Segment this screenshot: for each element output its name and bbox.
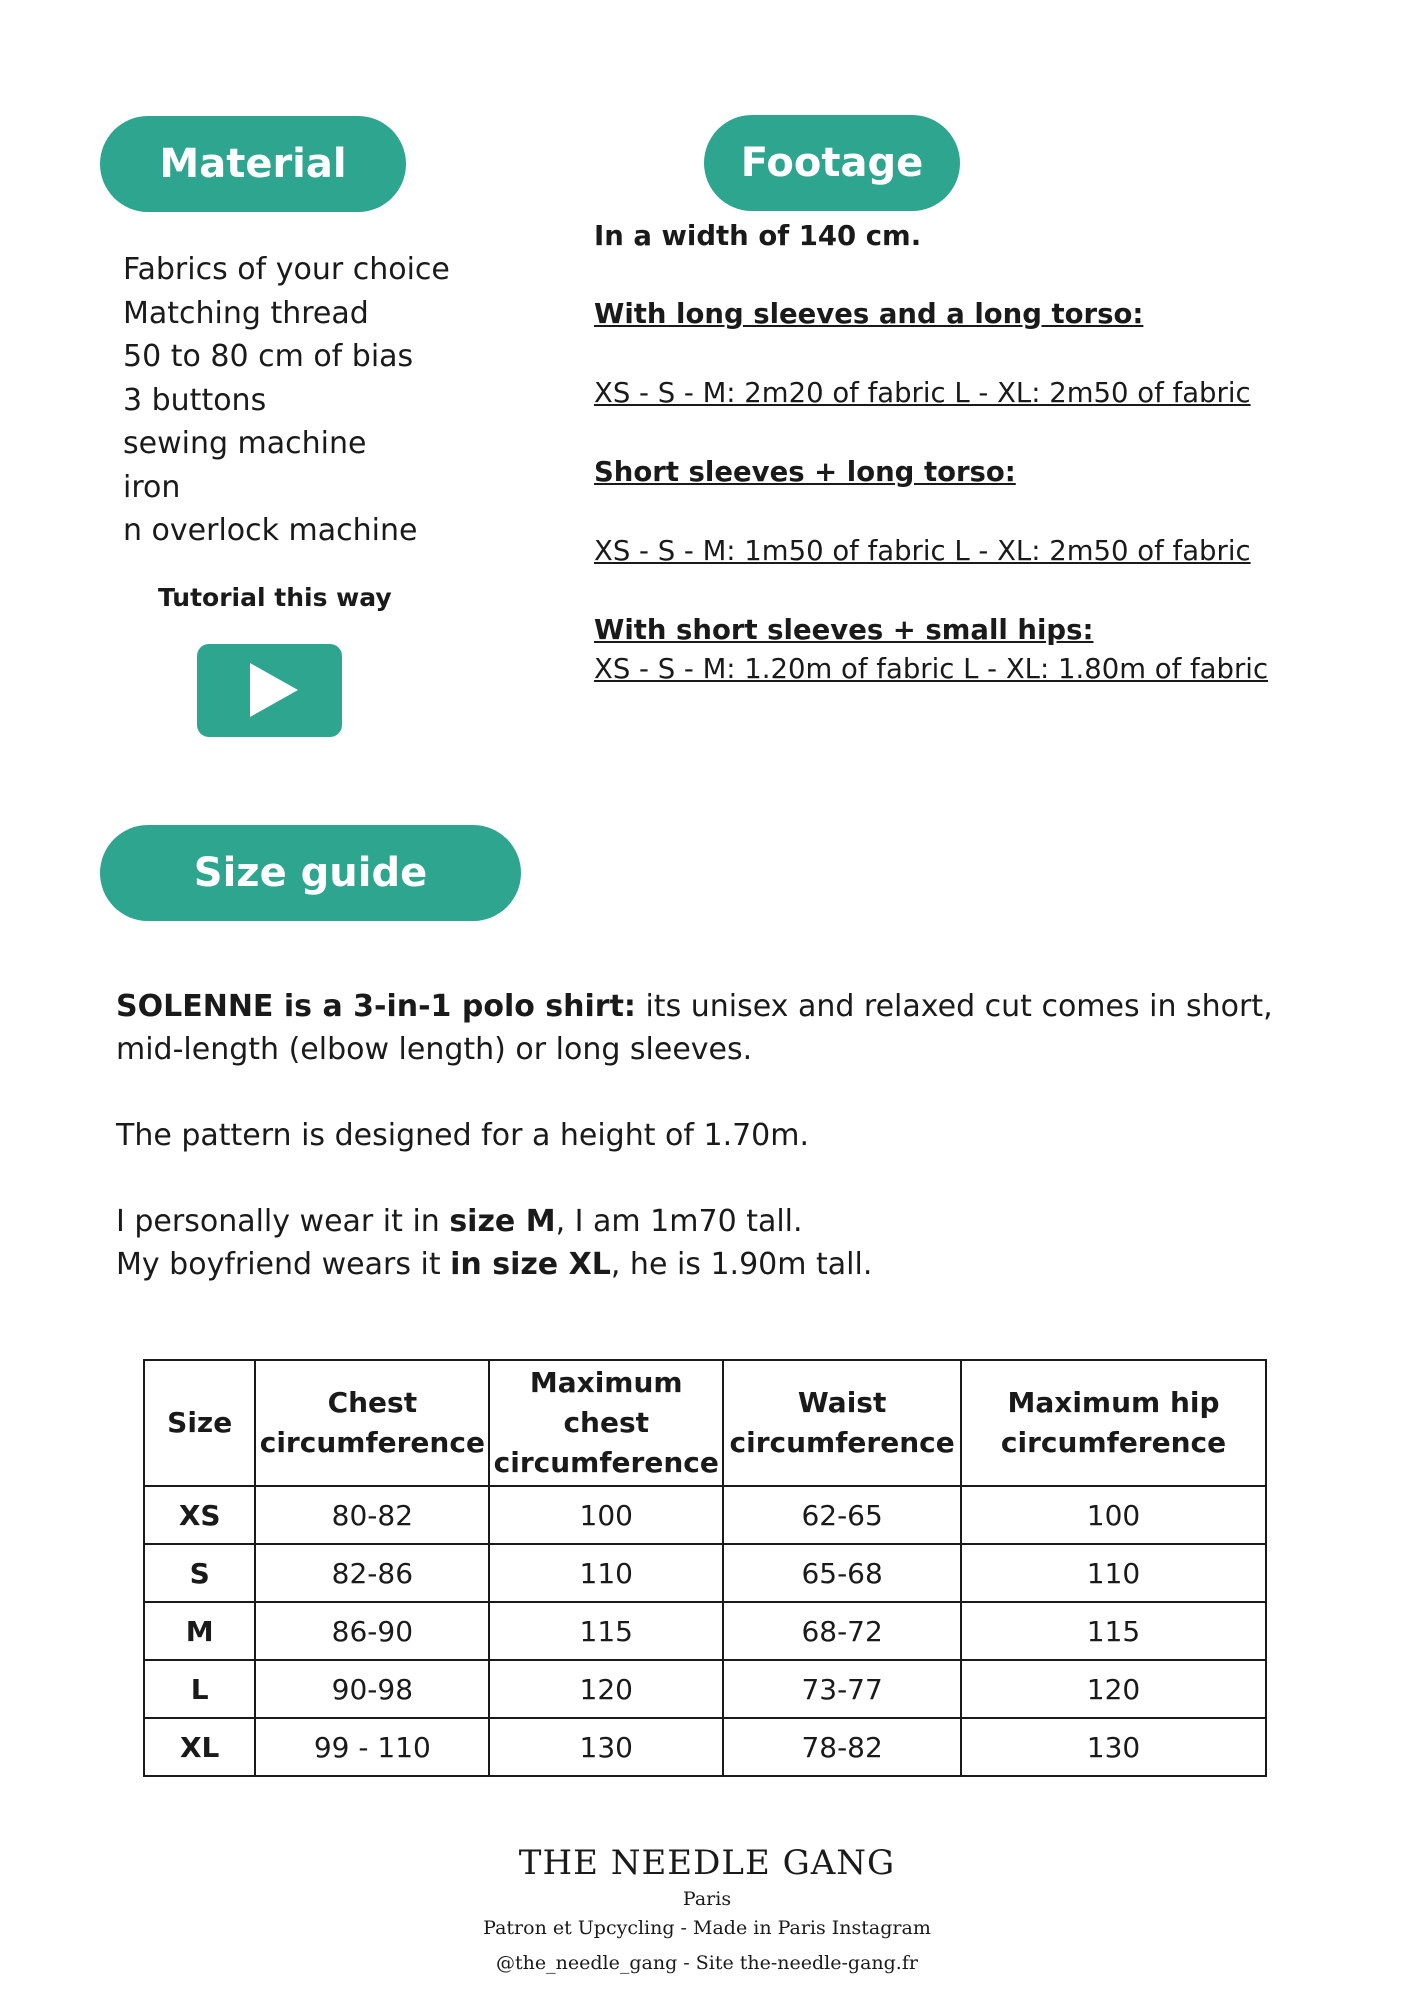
personal-a: I personally wear it in [116, 1204, 450, 1239]
header-size: Size [144, 1360, 255, 1486]
table-row [144, 1486, 1266, 1544]
header-chest: Chest circumference [255, 1360, 489, 1486]
table-cell: 99 - 110 [255, 1718, 489, 1776]
table-row [144, 1660, 1266, 1718]
intro-rest: its unisex and relaxed cut comes in short, mid-length (elbow length) or long sleeves. [116, 989, 1273, 1067]
footage-section-title: Short sleeves + long torso: [594, 456, 1016, 488]
size-cell: XL [144, 1718, 255, 1776]
material-item: 50 to 80 cm of bias [123, 339, 414, 374]
size-guide-heading: Size guide [100, 825, 521, 921]
material-item: Matching thread [123, 295, 369, 331]
material-heading: Material [100, 116, 406, 212]
boyfriend-c: , he is 1.90m tall. [610, 1247, 873, 1282]
table-cell: 78-82 [723, 1718, 961, 1776]
size-cell: L [144, 1660, 255, 1718]
personal-c: , I am 1m70 tall. [555, 1204, 803, 1239]
table-cell: 110 [961, 1544, 1266, 1602]
play-icon [250, 663, 298, 717]
table-cell: 65-68 [723, 1544, 961, 1602]
table-cell: 130 [489, 1718, 723, 1776]
material-item: n overlock machine [123, 513, 418, 548]
footer-line: @the_needle_gang - Site the-needle-gang.fr [496, 1952, 918, 1974]
header-max-chest: Maximum chest circumference [489, 1360, 723, 1486]
height-note: The pattern is designed for a height of 1.70m. [116, 1118, 810, 1153]
boyfriend-a: My boyfriend wears it [116, 1247, 451, 1282]
table-cell: 115 [961, 1602, 1266, 1660]
personal-note [116, 1200, 1306, 1243]
table-cell: 100 [961, 1486, 1266, 1544]
intro-bold: SOLENNE is a 3-in-1 polo shirt: [116, 989, 636, 1024]
footage-section-detail: XS - S - M: 2m20 of fabric L - XL: 2m50 of fabric [594, 377, 1251, 409]
table-cell: 100 [489, 1486, 723, 1544]
footage-section-title: With long sleeves and a long torso: [594, 298, 1144, 330]
footage-width-note: In a width of 140 cm. [594, 220, 922, 252]
size-table [143, 1359, 1267, 1777]
intro-paragraph [116, 985, 1306, 1071]
size-cell: XS [144, 1486, 255, 1544]
footer-city: Paris [682, 1888, 732, 1910]
footer-line: Patron et Upcycling - Made in Paris Instagram [483, 1917, 931, 1939]
table-row [144, 1718, 1266, 1776]
table-header-row [144, 1360, 1266, 1486]
header-waist: Waist circumference [723, 1360, 961, 1486]
table-cell: 73-77 [723, 1660, 961, 1718]
table-cell: 62-65 [723, 1486, 961, 1544]
table-cell: 90-98 [255, 1660, 489, 1718]
boyfriend-b: in size XL [450, 1247, 611, 1282]
size-cell: S [144, 1544, 255, 1602]
table-row [144, 1602, 1266, 1660]
table-cell: 120 [961, 1660, 1266, 1718]
table-cell: 86-90 [255, 1602, 489, 1660]
footage-section-detail: XS - S - M: 1m50 of fabric L - XL: 2m50 of fabric [594, 535, 1251, 567]
material-item: 3 buttons [123, 382, 267, 418]
footage-section-title: With short sleeves + small hips: [594, 614, 1094, 646]
table-cell: 120 [489, 1660, 723, 1718]
header-max-hip: Maximum hip circumference [961, 1360, 1266, 1486]
material-list [123, 248, 450, 553]
table-cell: 115 [489, 1602, 723, 1660]
material-item: iron [123, 469, 181, 505]
size-cell: M [144, 1602, 255, 1660]
table-cell: 130 [961, 1718, 1266, 1776]
size-guide-intro [116, 985, 1306, 1286]
tutorial-label: Tutorial this way [158, 583, 392, 612]
table-cell: 110 [489, 1544, 723, 1602]
material-item: Fabrics of your choice [123, 252, 450, 287]
brand-name: THE NEEDLE GANG [518, 1843, 896, 1883]
table-row [144, 1544, 1266, 1602]
table-cell: 82-86 [255, 1544, 489, 1602]
boyfriend-note [116, 1243, 1306, 1286]
footage-section-detail: XS - S - M: 1.20m of fabric L - XL: 1.80m of fabric [594, 653, 1269, 685]
table-cell: 80-82 [255, 1486, 489, 1544]
footage-heading: Footage [704, 115, 960, 211]
play-tutorial-button[interactable] [197, 644, 342, 737]
personal-b: size M [449, 1204, 556, 1239]
table-cell: 68-72 [723, 1602, 961, 1660]
material-item: sewing machine [123, 426, 367, 461]
